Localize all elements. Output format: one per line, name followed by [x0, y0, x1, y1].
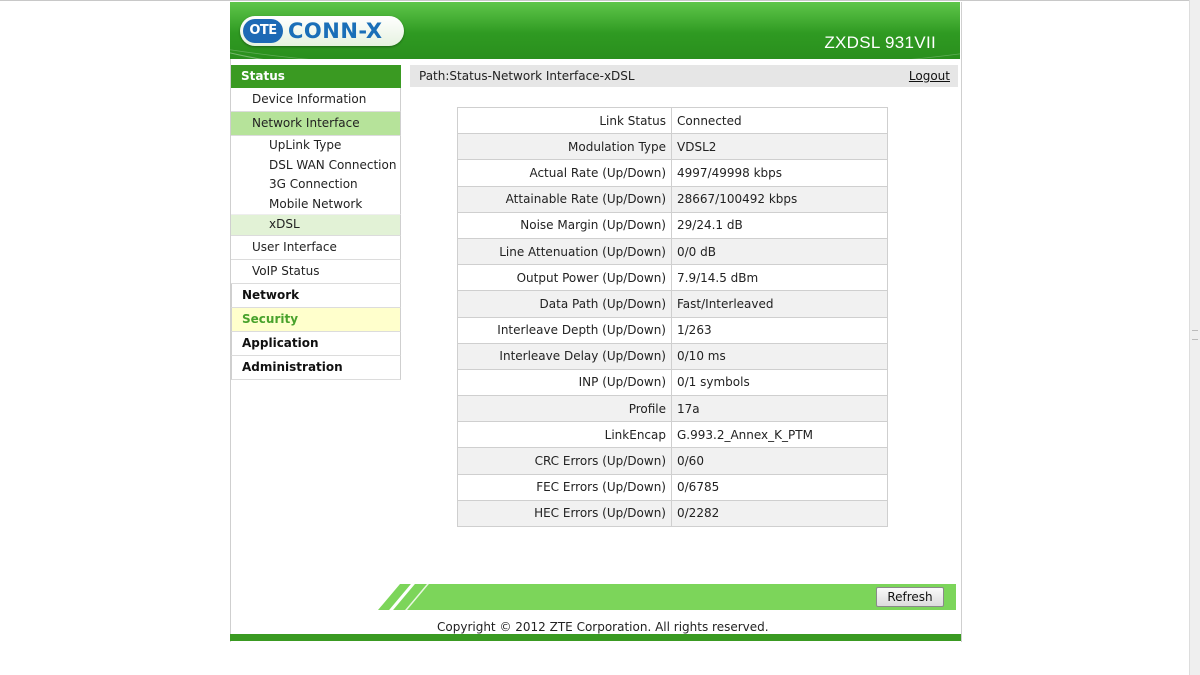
row-label: Data Path (Up/Down)	[458, 291, 672, 317]
sidebar-category-application[interactable]: Application	[231, 332, 401, 356]
sidebar-nav	[231, 65, 401, 380]
row-label: INP (Up/Down)	[458, 369, 672, 395]
sidebar-category-network[interactable]: Network	[231, 284, 401, 308]
row-label: Modulation Type	[458, 134, 672, 160]
row-label: Line Attenuation (Up/Down)	[458, 238, 672, 264]
sidebar-subitem-mobile-network[interactable]: Mobile Network	[231, 195, 401, 215]
row-value: 1/263	[672, 317, 888, 343]
row-value: 0/0 dB	[672, 238, 888, 264]
row-value: 29/24.1 dB	[672, 212, 888, 238]
ote-conn-x-logo	[240, 16, 404, 46]
window-top-border	[0, 0, 1200, 1]
table-row	[458, 134, 888, 160]
row-value: VDSL2	[672, 134, 888, 160]
sidebar-subitem-xdsl[interactable]: xDSL	[231, 214, 401, 236]
row-label: LinkEncap	[458, 422, 672, 448]
sidebar-subitem-uplink-type[interactable]: UpLink Type	[231, 136, 401, 156]
row-value: 0/60	[672, 448, 888, 474]
row-value: G.993.2_Annex_K_PTM	[672, 422, 888, 448]
sidebar-category-security[interactable]: Security	[231, 308, 401, 332]
logout-link[interactable]: Logout	[908, 69, 950, 83]
row-label: Interleave Depth (Up/Down)	[458, 317, 672, 343]
row-label: Profile	[458, 396, 672, 422]
device-model: ZXDSL 931VII	[824, 33, 936, 52]
breadcrumb: Path:Status-Network Interface-xDSL	[419, 69, 635, 83]
row-label: Attainable Rate (Up/Down)	[458, 186, 672, 212]
row-value: 17a	[672, 396, 888, 422]
row-value: 0/10 ms	[672, 343, 888, 369]
table-row	[458, 369, 888, 395]
table-row	[458, 396, 888, 422]
sidebar-subitem-dsl-wan-connection[interactable]: DSL WAN Connection	[231, 156, 401, 176]
sidebar-item-network-interface[interactable]: Network Interface	[231, 112, 401, 136]
sidebar-item-device-information[interactable]: Device Information	[231, 88, 401, 112]
xdsl-status-table	[457, 107, 888, 527]
table-row	[458, 317, 888, 343]
table-row	[458, 265, 888, 291]
table-row	[458, 186, 888, 212]
row-value: 0/6785	[672, 474, 888, 500]
logo-text: CONN-X	[288, 19, 383, 43]
logo-mark: OTE	[243, 19, 283, 43]
row-label: Actual Rate (Up/Down)	[458, 160, 672, 186]
table-row	[458, 238, 888, 264]
sidebar-category-status[interactable]: Status	[231, 65, 401, 88]
table-row	[458, 160, 888, 186]
footer-bar	[230, 634, 961, 641]
row-label: CRC Errors (Up/Down)	[458, 448, 672, 474]
table-row	[458, 500, 888, 526]
table-row	[458, 448, 888, 474]
action-bar-fill	[378, 584, 956, 610]
row-value: 0/2282	[672, 500, 888, 526]
table-row	[458, 422, 888, 448]
page-scrollbar[interactable]	[1189, 0, 1200, 675]
breadcrumb-bar	[410, 65, 958, 87]
table-row	[458, 291, 888, 317]
table-row	[458, 212, 888, 238]
row-value: 0/1 symbols	[672, 369, 888, 395]
header-banner	[230, 2, 960, 59]
row-value: Fast/Interleaved	[672, 291, 888, 317]
row-label: FEC Errors (Up/Down)	[458, 474, 672, 500]
table-row	[458, 474, 888, 500]
sidebar-subitem-3g-connection[interactable]: 3G Connection	[231, 175, 401, 195]
scrollbar-grip-icon[interactable]	[1192, 330, 1198, 340]
row-label: Noise Margin (Up/Down)	[458, 212, 672, 238]
row-value: Connected	[672, 108, 888, 134]
row-value: 7.9/14.5 dBm	[672, 265, 888, 291]
row-value: 28667/100492 kbps	[672, 186, 888, 212]
row-value: 4997/49998 kbps	[672, 160, 888, 186]
refresh-button[interactable]: Refresh	[876, 587, 944, 607]
sidebar-category-administration[interactable]: Administration	[231, 356, 401, 380]
table-row	[458, 108, 888, 134]
row-label: HEC Errors (Up/Down)	[458, 500, 672, 526]
table-row	[458, 343, 888, 369]
copyright-text: Copyright © 2012 ZTE Corporation. All rights reserved.	[437, 620, 769, 634]
row-label: Output Power (Up/Down)	[458, 265, 672, 291]
sidebar-item-voip-status[interactable]: VoIP Status	[231, 260, 401, 284]
row-label: Interleave Delay (Up/Down)	[458, 343, 672, 369]
action-bar	[378, 584, 956, 610]
row-label: Link Status	[458, 108, 672, 134]
sidebar-item-user-interface[interactable]: User Interface	[231, 236, 401, 260]
